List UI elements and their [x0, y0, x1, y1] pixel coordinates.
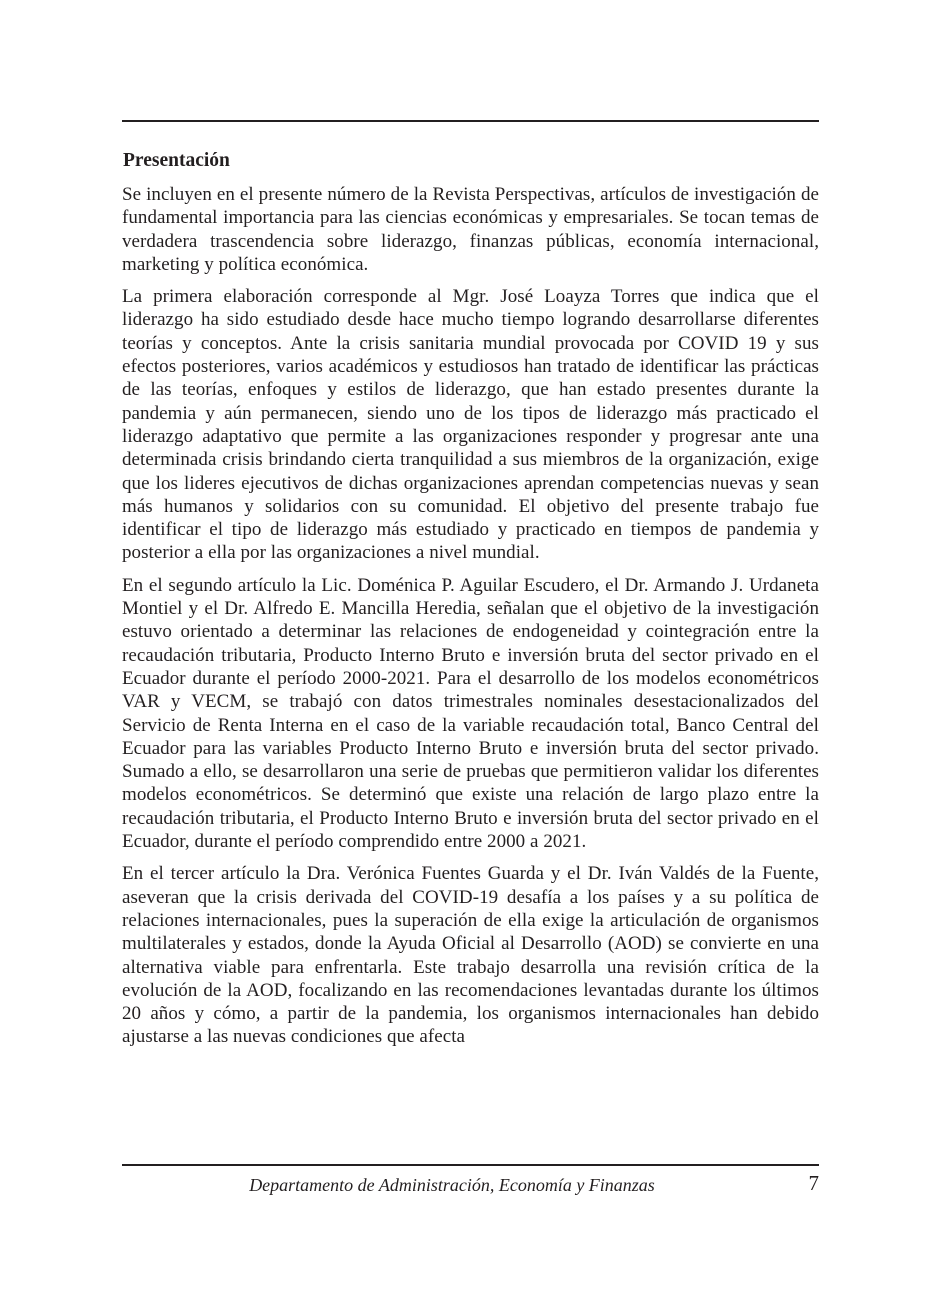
paragraph-intro: Se incluyen en el presente número de la Revista Perspectivas, artículos de investigación de fundamental importancia para las ciencias económicas y empresariales. Se tocan temas de verdadera trascendencia sobre liderazgo, finanzas públicas, economía internacional, marketing y política económica. [122, 184, 819, 275]
page-number: 7 [808, 1171, 819, 1195]
section-title: Presentación [123, 150, 230, 171]
paragraph-second-article: En el segundo artículo la Lic. Doménica P. Aguilar Escudero, el Dr. Armando J. Urdaneta Montiel y el Dr. Alfredo E. Mancilla Heredia, señalan que el objetivo de la investigación estuvo orientado a determinar las relaciones de endogeneidad y cointegración entre la recaudación tributaria, Producto Interno Bruto e inversión bruta del sector privado en el Ecuador durante el período 2000-2021. Para el desarrollo de los modelos econométricos VAR y VECM, se trabajó con datos trimestrales nominales desestacionalizados del Servicio de Renta Interna en el caso de la variable recaudación total, Banco Central del Ecuador para las variables Producto Interno Bruto e inversión bruta del sector privado. Sumado a ello, se desarrollaron una serie de pruebas que permitieron validar los diferentes modelos econométricos. Se determinó que existe una relación de largo plazo entre la recaudación tributaria, el Producto Interno Bruto e inversión bruta del sector privado en el Ecuador, durante el período comprendido entre 2000 a 2021. [122, 574, 819, 853]
footer-department: Departamento de Administración, Economía y Finanzas [249, 1175, 655, 1195]
page-content [122, 148, 819, 1058]
header-rule [122, 120, 819, 122]
paragraph-third-article: En el tercer artículo la Dra. Verónica Fuentes Guarda y el Dr. Iván Valdés de la Fuente, aseveran que la crisis derivada del COVID-19 desafía a los países y a su política de relaciones internacionales, pues la superación de ella exige la articulación de organismos multilaterales y estados, donde la Ayuda Oficial al Desarrollo (AOD) se convierte en una alternativa viable para enfrentarla. Este trabajo desarrolla una revisión crítica de la evolución de la AOD, focalizando en las recomendaciones levantadas durante los últimos 20 años y cómo, a partir de la pandemia, los organismos internacionales han debido ajustarse a las nuevas condiciones que afecta [122, 863, 819, 1048]
footer-rule [122, 1164, 819, 1166]
paragraph-first-article: La primera elaboración corresponde al Mgr. José Loayza Torres que indica que el liderazgo ha sido estudiado desde hace mucho tiempo logrando desarrollarse diferentes teorías y conceptos. Ante la crisis sanitaria mundial provocada por COVID 19 y sus efectos posteriores, varios académicos y estudiosos han tratado de identificar las prácticas de las teorías, enfoques y estilos de liderazgo, que han estado presentes durante la pandemia y aún permanecen, siendo uno de los tipos de liderazgo más practicado el liderazgo adaptativo que permite a las organizaciones responder y progresar ante una determinada crisis brindando cierta tranquilidad a sus miembros de la organización, exige que los lideres ejecutivos de dichas organizaciones aprendan competencias nuevas y sean más humanos y solidarios con su comunidad. El objetivo del presente trabajo fue identificar el tipo de liderazgo más estudiado y practicado en tiempos de pandemia y posterior a ella por las organizaciones a nivel mundial. [122, 286, 819, 564]
